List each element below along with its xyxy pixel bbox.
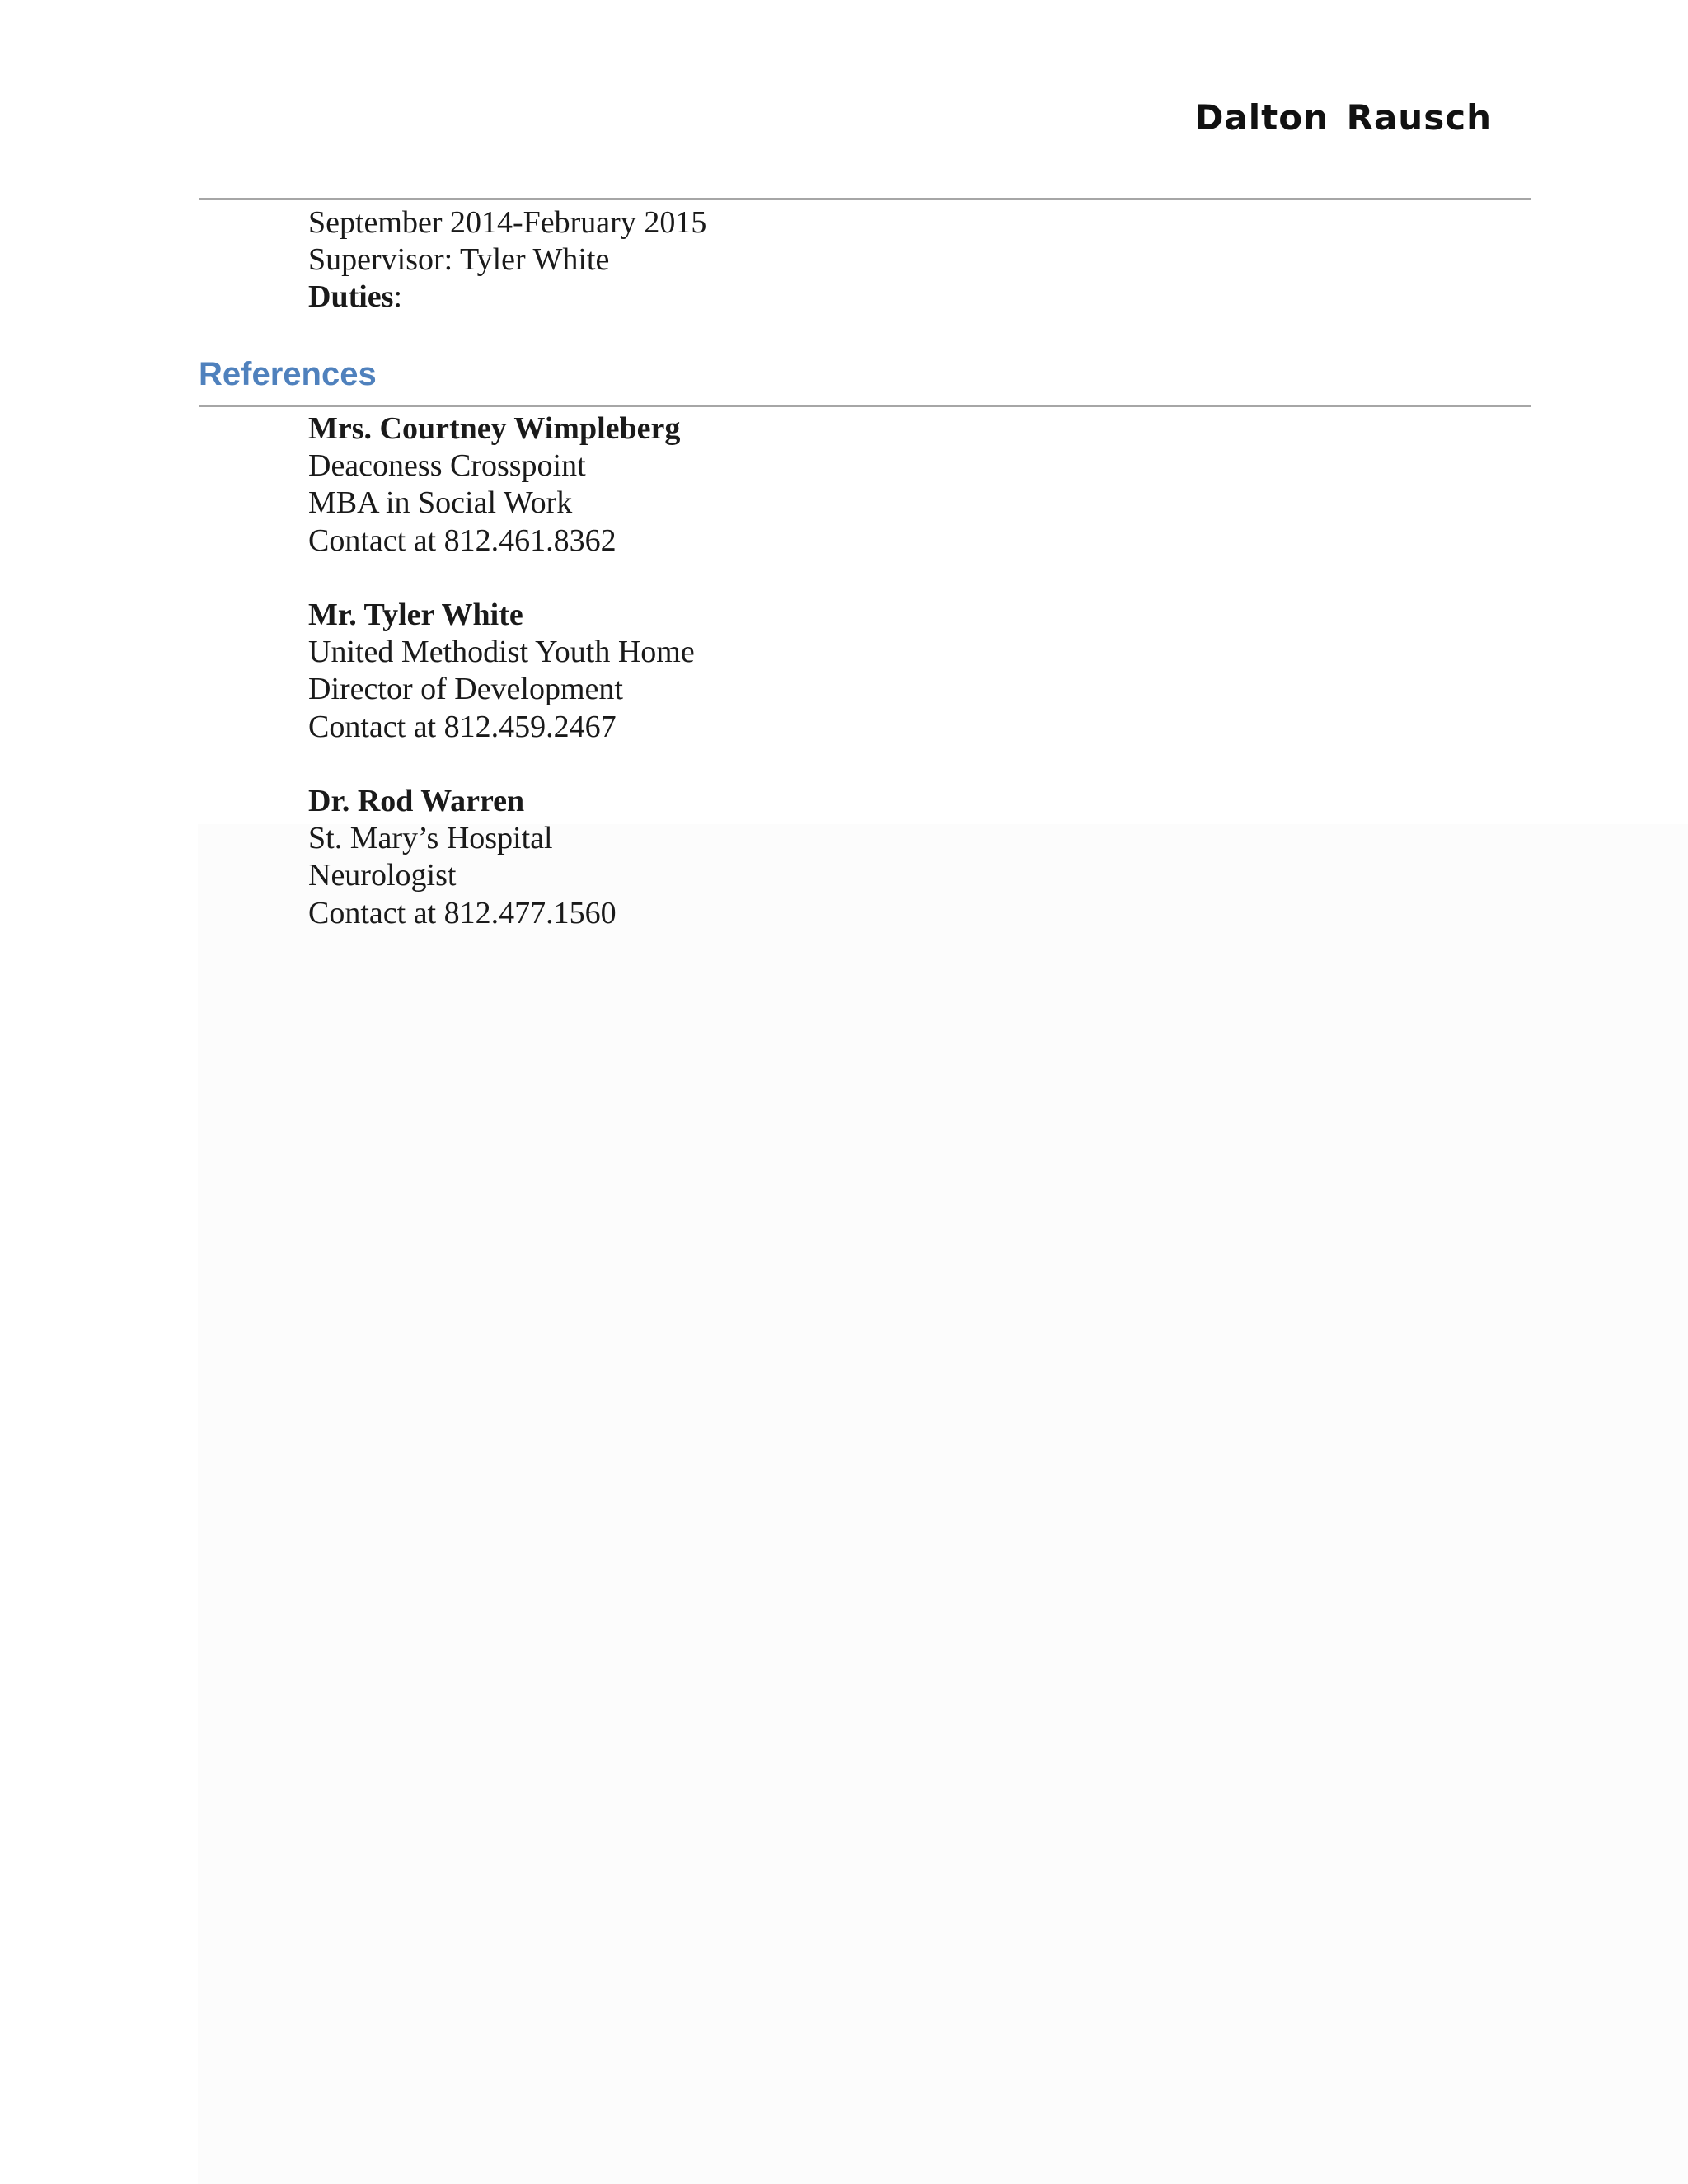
reference-organization: Deaconess Crosspoint — [308, 448, 586, 484]
references-divider — [199, 405, 1531, 407]
duties-colon: : — [393, 279, 403, 315]
reference-contact: Contact at 812.477.1560 — [308, 895, 617, 930]
header-divider — [199, 198, 1531, 200]
job-duties — [308, 279, 706, 316]
duties-label: Duties — [308, 279, 394, 315]
reference-contact: Contact at 812.459.2467 — [308, 709, 617, 744]
job-dates: September 2014-February 2015 — [308, 205, 707, 240]
reference-contact: Contact at 812.461.8362 — [308, 523, 617, 558]
reference-title: Neurologist — [308, 858, 457, 893]
reference-entry — [308, 783, 617, 932]
reference-entry — [308, 597, 695, 746]
reference-organization: St. Mary’s Hospital — [308, 821, 553, 856]
reference-title: MBA in Social Work — [308, 485, 573, 521]
reference-name: Dr. Rod Warren — [308, 784, 525, 818]
job-details — [308, 204, 706, 316]
reference-name: Mr. Tyler White — [308, 598, 523, 632]
reference-organization: United Methodist Youth Home — [308, 635, 695, 670]
reference-title: Director of Development — [308, 672, 623, 707]
references-heading: References — [199, 356, 377, 392]
reference-name: Mrs. Courtney Wimpleberg — [308, 411, 681, 446]
job-supervisor: Supervisor: Tyler White — [308, 242, 610, 278]
header-name: Dalton Rausch — [1194, 97, 1492, 138]
page-background — [198, 824, 1688, 2184]
reference-entry — [308, 410, 680, 560]
